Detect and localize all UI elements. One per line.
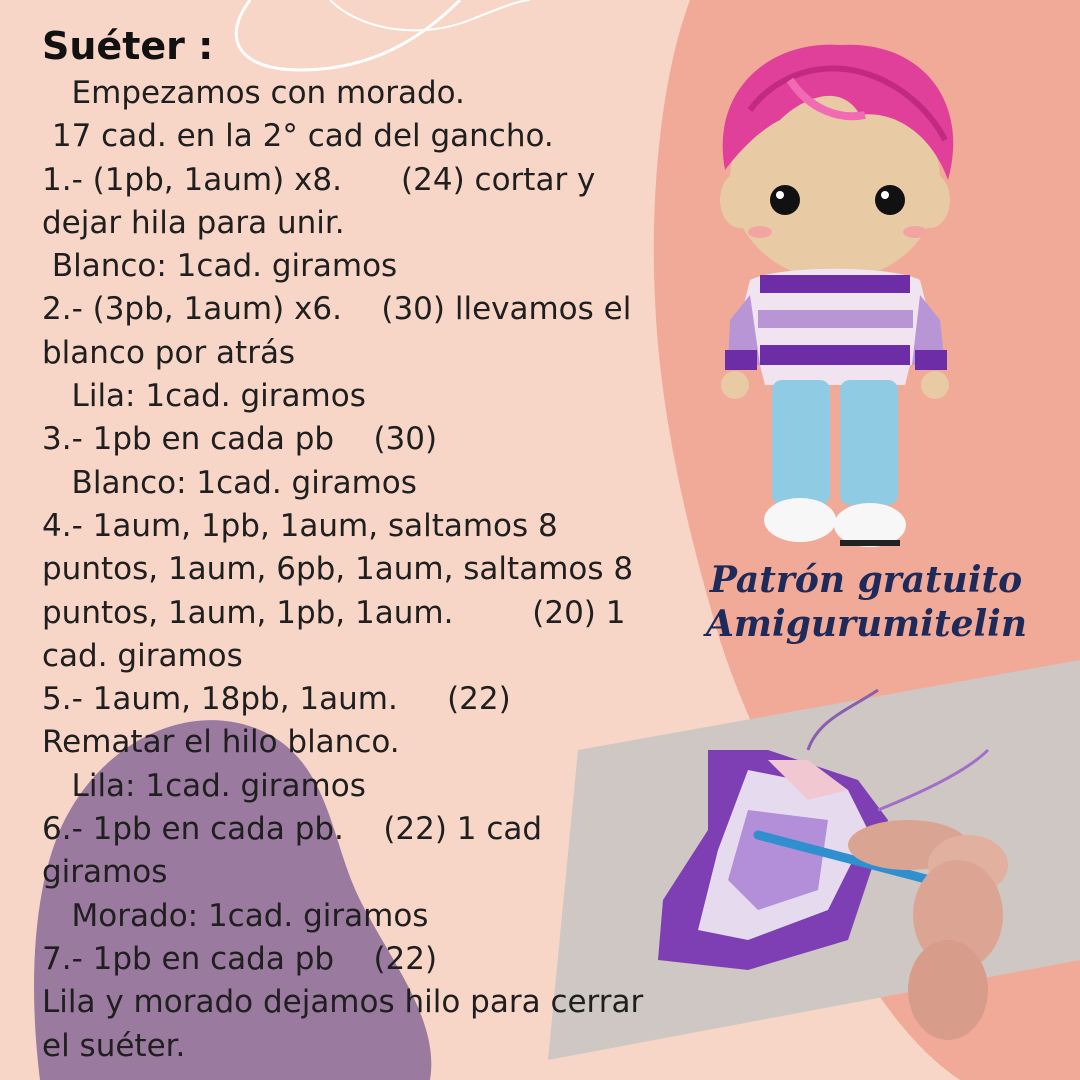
caption-line-1: Patrón gratuito — [709, 559, 1023, 601]
caption-line-2: Amigurumitelin — [706, 603, 1028, 645]
pattern-text-panel — [42, 22, 702, 1068]
pattern-line: 6.- 1pb en cada pb. (22) 1 cad — [42, 811, 543, 848]
pattern-line: Lila: 1cad. giramos — [42, 378, 366, 415]
pattern-line: Empezamos con morado. — [42, 75, 465, 111]
pattern-line: Lila: 1cad. giramos — [42, 767, 366, 804]
section-title: Suéter : — [42, 24, 214, 68]
pattern-line: 3.- 1pb en cada pb (30) — [42, 421, 438, 458]
pattern-line: 1.- (1pb, 1aum) x8. (24) cortar y — [42, 161, 596, 198]
pattern-line: el suéter. — [42, 1027, 186, 1064]
pattern-line: puntos, 1aum, 6pb, 1aum, saltamos 8 — [42, 551, 634, 588]
free-pattern-caption — [706, 558, 1026, 646]
pattern-line: blanco por atrás — [42, 334, 296, 371]
pattern-line: puntos, 1aum, 1pb, 1aum. (20) 1 — [42, 594, 626, 631]
pattern-line: 17 cad. en la 2° cad del gancho. — [42, 118, 554, 155]
pattern-line: Morado: 1cad. giramos — [42, 897, 429, 934]
pattern-line: giramos — [42, 854, 168, 891]
pattern-line: 2.- (3pb, 1aum) x6. (30) llevamos el — [42, 291, 632, 328]
pattern-line: 4.- 1aum, 1pb, 1aum, saltamos 8 — [42, 507, 558, 544]
pattern-line: Lila y morado dejamos hilo para cerrar — [42, 984, 644, 1021]
pattern-line: Blanco: 1cad. giramos — [42, 464, 417, 501]
pattern-line: 7.- 1pb en cada pb (22) — [42, 940, 438, 977]
pattern-line: Rematar el hilo blanco. — [42, 724, 400, 761]
pattern-line: dejar hila para unir. — [42, 204, 345, 241]
pattern-line: 5.- 1aum, 18pb, 1aum. (22) — [42, 681, 511, 718]
amigurumi-doll-photo — [690, 20, 980, 560]
pattern-line: Blanco: 1cad. giramos — [42, 248, 398, 285]
pattern-line: cad. giramos — [42, 637, 243, 674]
